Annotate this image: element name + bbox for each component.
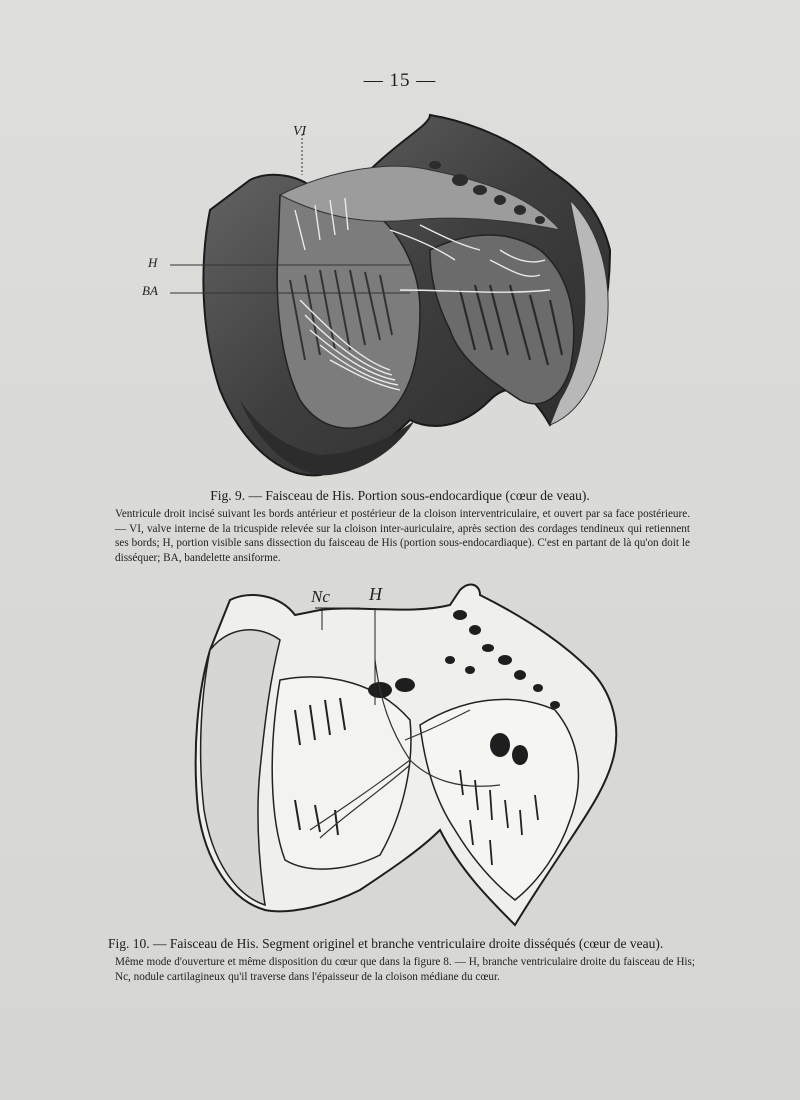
page-number: — 15 — bbox=[363, 70, 437, 91]
figure-10-caption-title: Fig. 10. — Faisceau de His. Segment originel et branche ventriculaire droite disséqués (cœur de veau). bbox=[108, 936, 664, 951]
figure-10-label-h: H bbox=[369, 584, 382, 604]
figure-9-caption-body bbox=[115, 507, 690, 565]
figure-9-label-h: H bbox=[148, 255, 158, 270]
figure-10-label-nc: Nc bbox=[311, 587, 330, 606]
figure-10-caption-text: Même mode d'ouverture et même disposition du cœur que dans la figure 8. — H, branche ventriculaire droite du faisceau de His; Nc, nodule cartilagineux qu'il traverse dans l'épaisseur de la cloison médiane du cœur. bbox=[115, 956, 695, 983]
figure-10-caption-body bbox=[115, 955, 695, 984]
figure-9-caption-title: Fig. 9. — Faisceau de His. Portion sous-endocardique (cœur de veau). bbox=[210, 488, 590, 503]
figure-10-illustration bbox=[170, 570, 640, 930]
figure-9-label-ba: BA bbox=[142, 283, 158, 298]
figure-9-illustration bbox=[130, 100, 630, 485]
figure-9-caption-text: Ventricule droit incisé suivant les bords antérieur et postérieur de la cloison interventriculaire, et ouvert par sa face postérieure. — VI, valve interne de la tricuspide relevée sur la cloison inter-auriculaire, après section des cordages tendineux qui retiennent ses bords; H, portion visible sans dissection du faisceau de His (portion sous-endocardiaque). C'est en partant de là qu'on doit le disséquer; BA, bandelette ansiforme. bbox=[115, 508, 690, 564]
figure-9-label-vi: VI bbox=[293, 124, 307, 139]
